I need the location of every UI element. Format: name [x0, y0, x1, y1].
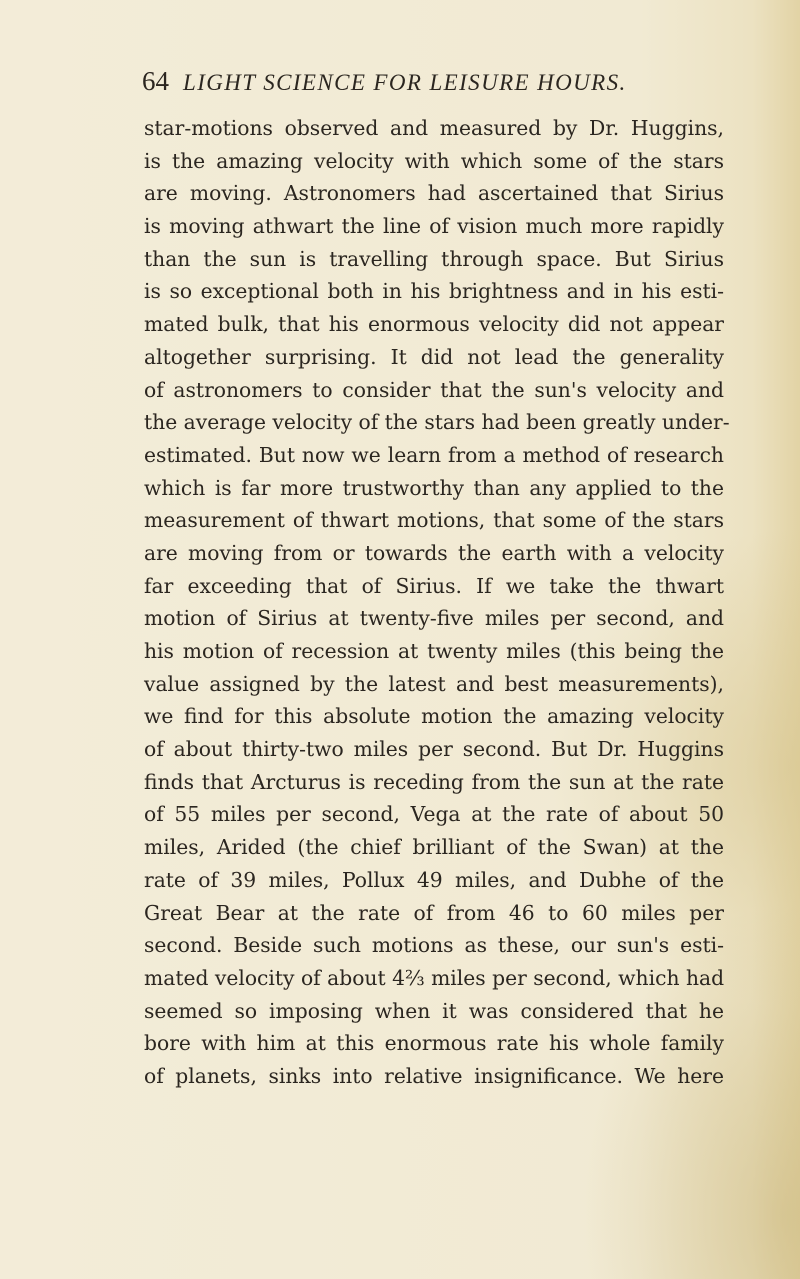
text-line: mated velocity of about 4⅔ miles per second, which had — [144, 965, 725, 990]
text-line: star-motions observed and measured by Dr. Huggins, — [144, 116, 724, 140]
text-line: far exceeding that of Sirius. If we take the thwart — [144, 573, 724, 598]
text-line: which is far more trustworthy than any applied to the — [144, 475, 724, 500]
text-line: we find for this absolute motion the amazing velocity — [144, 704, 724, 729]
page-header — [142, 66, 627, 96]
text-line: is moving athwart the line of vision much more rapidly — [144, 214, 724, 239]
text-line: motion of Sirius at twenty-five miles per second, and — [144, 606, 724, 631]
text-line: value assigned by the latest and best measurements), — [144, 671, 724, 696]
running-title: LIGHT SCIENCE FOR LEISURE HOURS. — [183, 70, 627, 95]
text-line: altogether surprising. It did not lead the generality — [144, 344, 724, 369]
text-line: is the amazing velocity with which some of the stars — [144, 148, 724, 173]
text-line: mated bulk, that his enormous velocity did not appear — [144, 312, 724, 337]
text-line: measurement of thwart motions, that some of the stars — [144, 508, 724, 533]
text-line: rate of 39 miles, Pollux 49 miles, and Dubhe of the — [144, 867, 724, 892]
text-line: of 55 miles per second, Vega at the rate of about 50 — [144, 802, 724, 827]
text-line: estimated. But now we learn from a method of research — [144, 442, 724, 467]
text-line: is so exceptional both in his brightness and in his esti- — [144, 279, 724, 304]
text-line: finds that Arcturus is receding from the sun at the rate — [144, 769, 724, 794]
text-line: seemed so imposing when it was considered that he — [144, 998, 724, 1023]
text-line: Great Bear at the rate of from 46 to 60 miles per — [144, 900, 724, 925]
text-line: of about thirty-two miles per second. But Dr. Huggins — [144, 737, 724, 762]
text-line: the average velocity of the stars had been greatly under- — [144, 410, 730, 435]
body-text — [144, 112, 730, 1093]
text-line: are moving from or towards the earth with a velocity — [144, 540, 724, 565]
text-line: bore with him at this enormous rate his whole family — [144, 1031, 724, 1056]
text-line: of astronomers to consider that the sun's velocity and — [144, 377, 724, 402]
text-line: his motion of recession at twenty miles (this being the — [144, 639, 724, 663]
text-line: are moving. Astronomers had ascertained that Sirius — [144, 181, 724, 206]
text-line: of planets, sinks into relative insignificance. We here — [144, 1063, 724, 1088]
text-line: than the sun is travelling through space. But Sirius — [144, 246, 724, 271]
page-number: 64 — [142, 66, 169, 96]
text-line: second. Beside such motions as these, our sun's esti- — [144, 933, 724, 958]
text-line: miles, Arided (the chief brilliant of the Swan) at the — [144, 835, 724, 860]
